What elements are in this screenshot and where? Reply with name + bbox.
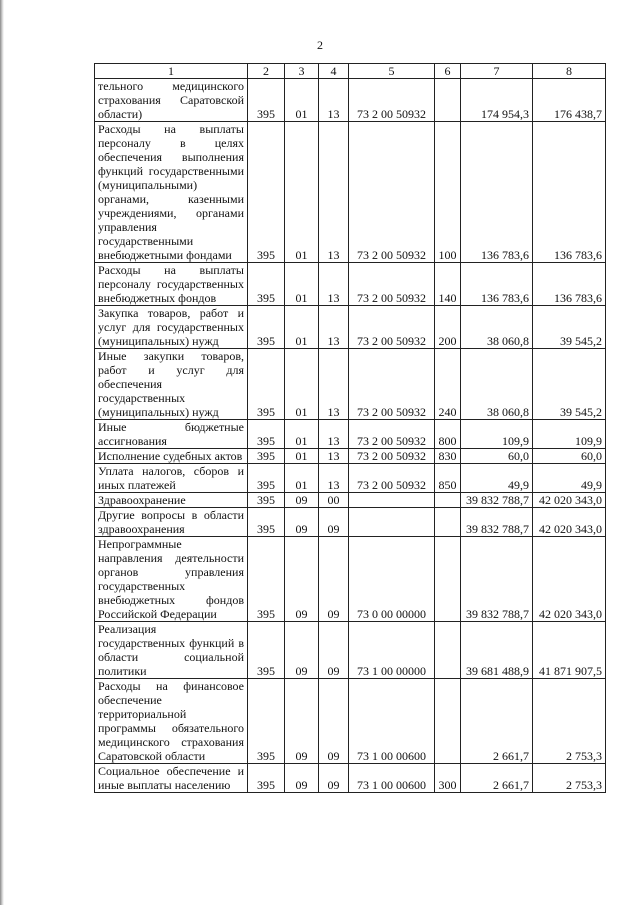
subsection-code: 09: [319, 537, 349, 622]
row-name: Другие вопросы в области здравоохранения: [95, 508, 248, 537]
table-row: [95, 622, 606, 679]
table-row: [95, 464, 606, 493]
table-row: [95, 493, 606, 508]
section-code: 01: [285, 79, 319, 122]
amount-year-1: 2 661,7: [461, 679, 533, 764]
row-name: Социальное обеспечение и иные выплаты населению: [95, 764, 248, 793]
row-name: Здравоохранение: [95, 493, 248, 508]
target-article-code: 73 1 00 00600: [349, 764, 435, 793]
amount-year-2: 2 753,3: [533, 679, 606, 764]
subsection-code: 13: [319, 349, 349, 420]
target-article-code: 73 2 00 50932: [349, 449, 435, 464]
table-row: [95, 420, 606, 449]
header-cell: 7: [461, 64, 533, 79]
row-name: Закупка товаров, работ и услуг для государственных (муниципальных) нужд: [95, 306, 248, 349]
expense-type-code: 140: [435, 263, 461, 306]
row-name: Иные бюджетные ассигнования: [95, 420, 248, 449]
admin-code: 395: [248, 679, 285, 764]
admin-code: 395: [248, 79, 285, 122]
section-code: 01: [285, 306, 319, 349]
row-name: Иные закупки товаров, работ и услуг для обеспечения государственных (муниципальных) нужд: [95, 349, 248, 420]
amount-year-1: 109,9: [461, 420, 533, 449]
subsection-code: 13: [319, 263, 349, 306]
section-code: 09: [285, 679, 319, 764]
expense-type-code: 240: [435, 349, 461, 420]
section-code: 01: [285, 349, 319, 420]
section-code: 09: [285, 764, 319, 793]
section-code: 01: [285, 122, 319, 263]
header-cell: 3: [285, 64, 319, 79]
row-name: Реализация государственных функций в области социальной политики: [95, 622, 248, 679]
subsection-code: 09: [319, 508, 349, 537]
amount-year-1: 38 060,8: [461, 306, 533, 349]
admin-code: 395: [248, 764, 285, 793]
amount-year-2: 176 438,7: [533, 79, 606, 122]
table-row: [95, 349, 606, 420]
admin-code: 395: [248, 493, 285, 508]
amount-year-1: 49,9: [461, 464, 533, 493]
amount-year-2: 136 783,6: [533, 263, 606, 306]
amount-year-1: 136 783,6: [461, 122, 533, 263]
subsection-code: 13: [319, 79, 349, 122]
row-name: Непрограммные направления деятельности органов управления государственных внебюджетных фондов Российской Федерации: [95, 537, 248, 622]
amount-year-1: 39 832 788,7: [461, 508, 533, 537]
target-article-code: [349, 508, 435, 537]
section-code: 01: [285, 263, 319, 306]
amount-year-1: 39 832 788,7: [461, 493, 533, 508]
target-article-code: 73 1 00 00600: [349, 679, 435, 764]
admin-code: 395: [248, 349, 285, 420]
row-name: Расходы на выплаты персоналу государственных внебюджетных фондов: [95, 263, 248, 306]
expense-type-code: [435, 679, 461, 764]
section-code: 09: [285, 508, 319, 537]
table-row: [95, 449, 606, 464]
header-cell: 2: [248, 64, 285, 79]
amount-year-1: 60,0: [461, 449, 533, 464]
target-article-code: 73 1 00 00000: [349, 622, 435, 679]
subsection-code: 13: [319, 306, 349, 349]
target-article-code: [349, 493, 435, 508]
amount-year-1: 136 783,6: [461, 263, 533, 306]
target-article-code: 73 0 00 00000: [349, 537, 435, 622]
target-article-code: 73 2 00 50932: [349, 263, 435, 306]
header-cell: 1: [95, 64, 248, 79]
subsection-code: 09: [319, 679, 349, 764]
subsection-code: 13: [319, 122, 349, 263]
target-article-code: 73 2 00 50932: [349, 464, 435, 493]
row-name: тельного медицинского страхования Саратовской области): [95, 79, 248, 122]
table-row: [95, 508, 606, 537]
table-row: [95, 764, 606, 793]
table-row: [95, 679, 606, 764]
target-article-code: 73 2 00 50932: [349, 79, 435, 122]
section-code: 09: [285, 537, 319, 622]
amount-year-1: 39 681 488,9: [461, 622, 533, 679]
budget-table: [94, 63, 606, 793]
subsection-code: 13: [319, 464, 349, 493]
admin-code: 395: [248, 420, 285, 449]
subsection-code: 09: [319, 764, 349, 793]
row-name: Расходы на выплаты персоналу в целях обеспечения выполнения функций государственными (муниципальными) органами, казенными учреждениями, органами управления государственными внебюджетными фондами: [95, 122, 248, 263]
table-row: [95, 537, 606, 622]
row-name: Исполнение судебных актов: [95, 449, 248, 464]
amount-year-2: 49,9: [533, 464, 606, 493]
expense-type-code: [435, 622, 461, 679]
section-code: 09: [285, 622, 319, 679]
table-row: [95, 122, 606, 263]
header-cell: 4: [319, 64, 349, 79]
header-cell: 5: [349, 64, 435, 79]
section-code: 01: [285, 464, 319, 493]
expense-type-code: [435, 493, 461, 508]
row-name: Расходы на финансовое обеспечение территориальной программы обязательного медицинского страхования Саратовской области: [95, 679, 248, 764]
table-row: [95, 79, 606, 122]
header-cell: 8: [533, 64, 606, 79]
section-code: 01: [285, 420, 319, 449]
section-code: 09: [285, 493, 319, 508]
amount-year-2: 42 020 343,0: [533, 493, 606, 508]
admin-code: 395: [248, 508, 285, 537]
header-cell: 6: [435, 64, 461, 79]
subsection-code: 13: [319, 449, 349, 464]
expense-type-code: [435, 508, 461, 537]
table-row: [95, 306, 606, 349]
admin-code: 395: [248, 537, 285, 622]
admin-code: 395: [248, 464, 285, 493]
admin-code: 395: [248, 449, 285, 464]
admin-code: 395: [248, 306, 285, 349]
expense-type-code: 100: [435, 122, 461, 263]
header-row: [95, 64, 606, 79]
admin-code: 395: [248, 122, 285, 263]
expense-type-code: 800: [435, 420, 461, 449]
amount-year-2: 136 783,6: [533, 122, 606, 263]
expense-type-code: 300: [435, 764, 461, 793]
amount-year-1: 2 661,7: [461, 764, 533, 793]
subsection-code: 09: [319, 622, 349, 679]
amount-year-1: 39 832 788,7: [461, 537, 533, 622]
amount-year-1: 174 954,3: [461, 79, 533, 122]
expense-type-code: 200: [435, 306, 461, 349]
table-row: [95, 263, 606, 306]
expense-type-code: [435, 537, 461, 622]
target-article-code: 73 2 00 50932: [349, 420, 435, 449]
amount-year-1: 38 060,8: [461, 349, 533, 420]
scan-edge-shadow: [0, 0, 4, 905]
amount-year-2: 42 020 343,0: [533, 508, 606, 537]
amount-year-2: 2 753,3: [533, 764, 606, 793]
row-name: Уплата налогов, сборов и иных платежей: [95, 464, 248, 493]
page-number: 2: [317, 38, 323, 52]
amount-year-2: 42 020 343,0: [533, 537, 606, 622]
admin-code: 395: [248, 263, 285, 306]
amount-year-2: 41 871 907,5: [533, 622, 606, 679]
target-article-code: 73 2 00 50932: [349, 349, 435, 420]
subsection-code: 00: [319, 493, 349, 508]
target-article-code: 73 2 00 50932: [349, 306, 435, 349]
target-article-code: 73 2 00 50932: [349, 122, 435, 263]
amount-year-2: 39 545,2: [533, 306, 606, 349]
section-code: 01: [285, 449, 319, 464]
admin-code: 395: [248, 622, 285, 679]
subsection-code: 13: [319, 420, 349, 449]
amount-year-2: 39 545,2: [533, 349, 606, 420]
expense-type-code: 830: [435, 449, 461, 464]
amount-year-2: 60,0: [533, 449, 606, 464]
expense-type-code: 850: [435, 464, 461, 493]
amount-year-2: 109,9: [533, 420, 606, 449]
expense-type-code: [435, 79, 461, 122]
